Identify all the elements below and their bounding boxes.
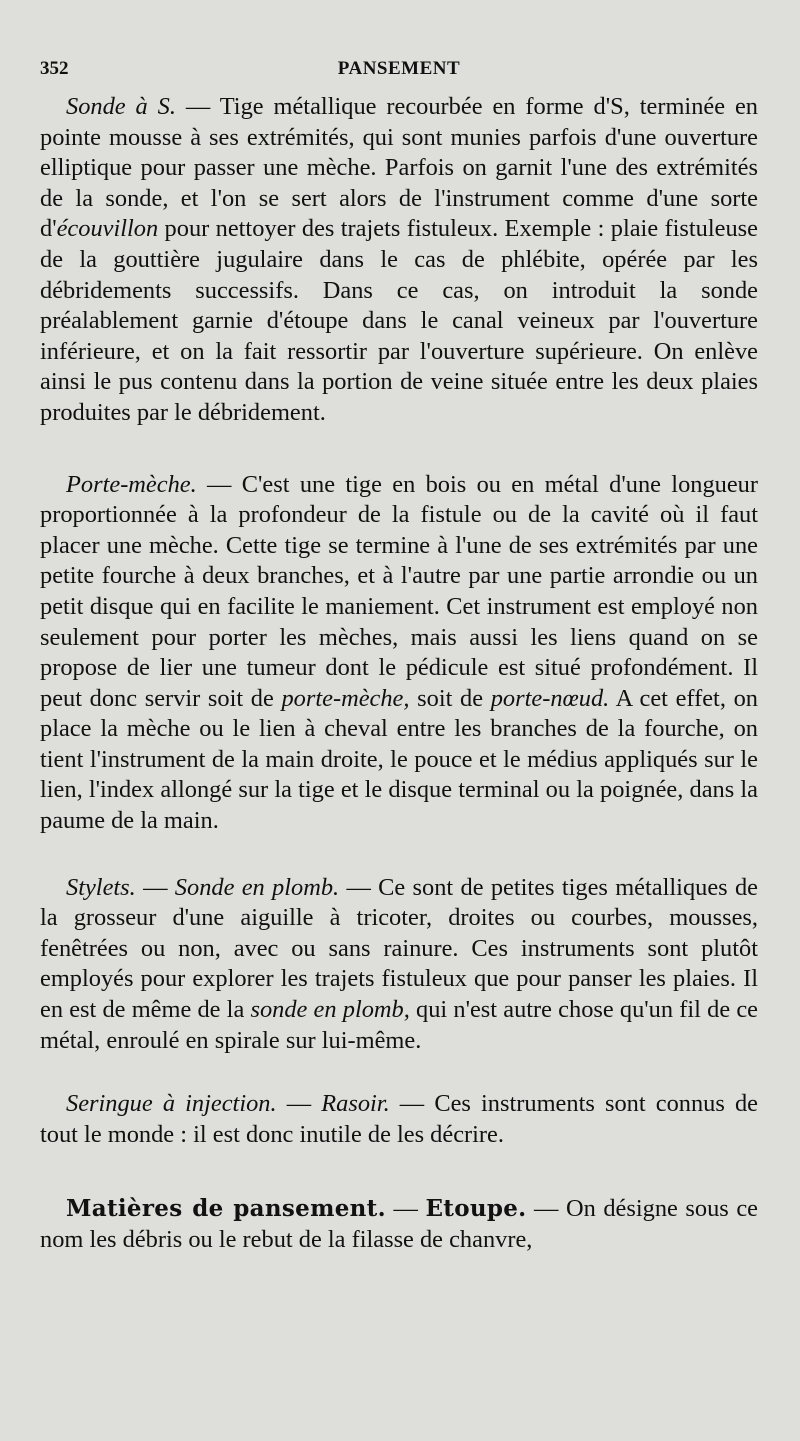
term-rasoir: Rasoir. — [321, 1090, 390, 1118]
term-sonde-en-plomb: Sonde en plomb. — [174, 873, 340, 901]
page-number: 352 — [40, 58, 69, 79]
running-title: PANSEMENT — [337, 58, 461, 79]
paragraph-sonde-a-s: Sonde à S. — Tige métallique recourbée en forme d'S, terminée en pointe mousse à ses extrémités, qui sont munies parfois d'une ouverture elliptique pour passer une mèche. Parfois on garnit l'une des extrémités de la sonde, et l'on se sert alors de l'instrument comme d'une sorte d'écouvillon pour nettoyer des trajets fistuleux. Exemple : plaie fistuleuse de la gouttière jugulaire dans le cas de phlébite, opérée par les débridements successifs. Dans ce cas, on introduit la sonde préalablement garnie d'étoupe dans le canal veineux par l'ouverture inférieure, et on la fait ressortir par l'ouverture supérieure. On enlève ainsi le pus contenu dans la portion de veine située entre les deux plaies produites par le débridement. — [40, 93, 758, 426]
paragraph-matieres-de-pansement: Matières de pansement. — Etoupe. — On désigne sous ce nom les débris ou le rebut de la filasse de chanvre, — [40, 1195, 758, 1253]
section-heading-matieres: Matières de pansement. — [66, 1195, 386, 1223]
term-sonde-a-s: Sonde à S. — [66, 93, 176, 120]
paragraph-stylets: Stylets. — Sonde en plomb. — Ce sont de petites tiges métalliques de la grosseur d'une aiguille à tricoter, droites ou courbes, mousses, fenêtrées ou non, avec ou sans rainure. Ces instruments sont plutôt employés pour explorer les trajets fistuleux que pour panser les plaies. Il en est de même de la sonde en plomb, qui n'est autre chose qu'un fil de ce métal, enroulé en spirale sur lui-même. — [40, 873, 758, 1054]
term-stylets: Stylets. — [66, 873, 136, 901]
term-porte-meche: Porte-mèche. — [66, 470, 197, 498]
paragraph-porte-meche: Porte-mèche. — C'est une tige en bois ou en métal d'une longueur proportionnée à la profondeur de la fistule ou de la cavité où il faut placer une mèche. Cette tige se termine à l'une de ses extrémités par une petite fourche à deux branches, et à l'autre par une partie arrondie ou un petit disque qui en facilite le maniement. Cet instrument est employé non seulement pour porter les mèches, mais aussi les liens quand on se propose de lier une tumeur dont le pédicule est situé profondément. Il peut donc servir soit de porte-mèche, soit de porte-nœud. A cet effet, on place la mèche ou le lien à cheval entre les branches de la fourche, on tient l'instrument de la main droite, le pouce et le médius appliqués sur le lien, l'index allongé sur la tige et le disque terminal ou la poignée, dans la paume de la main. — [40, 470, 758, 835]
term-seringue: Seringue à injection. — [66, 1090, 277, 1118]
section-heading-etoupe: Etoupe. — [425, 1195, 527, 1223]
page-header — [40, 58, 758, 88]
paragraph-seringue: Seringue à injection. — Rasoir. — Ces instruments sont connus de tout le monde : il est donc inutile de les décrire. — [40, 1090, 758, 1148]
